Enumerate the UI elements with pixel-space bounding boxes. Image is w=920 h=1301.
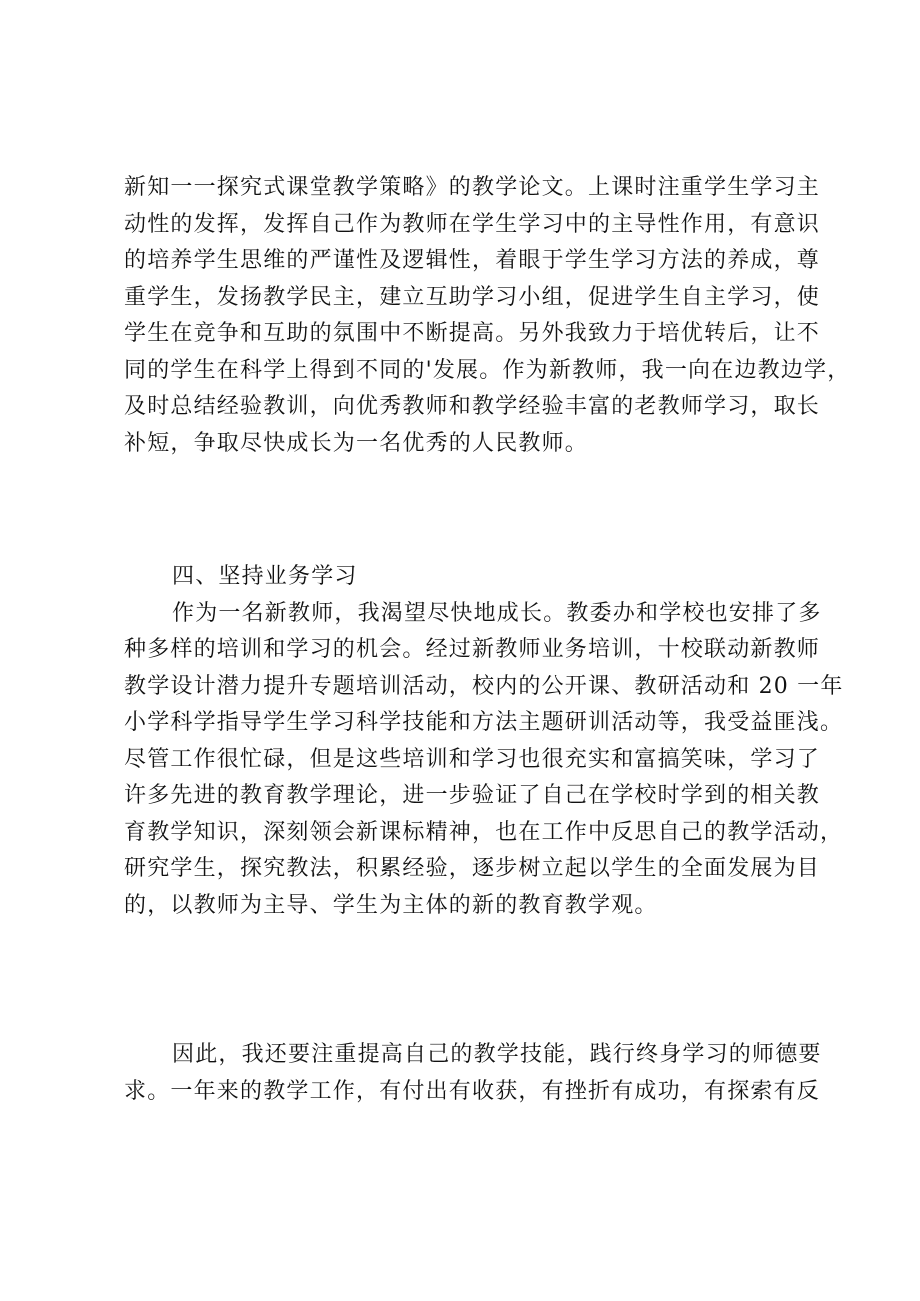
- paragraph-block-conclusion: [124, 1037, 824, 1110]
- text-line: 学生在竞争和互助的氛围中不断提高。另外我致力于培优转后，让不: [124, 321, 821, 346]
- section-heading: 四、坚持业务学习: [172, 564, 358, 589]
- text-line: 同的学生在科学上得到不同的'发展。作为新教师，我一向在边教边学，: [124, 357, 851, 383]
- text-line: 重学生，发扬教学民主，建立互助学习小组，促进学生自主学习，使: [124, 284, 821, 310]
- text-line: 研究学生，探究教法，积累经验，逐步树立起以学生的全面发展为目: [124, 856, 821, 881]
- text-line: 动性的发挥，发挥自己作为教师在学生学习中的主导性作用，有意识: [124, 211, 821, 237]
- text-line: 作为一名新教师，我渴望尽快地成长。教委办和学校也安排了多: [172, 600, 822, 626]
- text-line: 的培养学生思维的严谨性及逻辑性，着眼于学生学习方法的养成，尊: [124, 248, 821, 273]
- text-line: 的，以教师为主导、学生为主体的新的教育教学观。: [124, 892, 658, 918]
- text-line: 教学设计潜力提升专题培训活动，校内的公开课、教研活动和 20 一年: [124, 673, 844, 699]
- text-line: 补短，争取尽快成长为一名优秀的人民教师。: [124, 430, 589, 456]
- text-line: 因此，我还要注重提高自己的教学技能，践行终身学习的师德要: [172, 1042, 822, 1067]
- text-line: 小学科学指导学生学习科学技能和方法主题研训活动等，我受益匪浅。: [124, 710, 844, 735]
- paragraph-block-teaching-methods: [124, 170, 851, 462]
- text-line: 许多先进的教育教学理论，进一步验证了自己在学校时学到的相关教: [124, 783, 821, 808]
- text-line: 新知一一探究式课堂教学策略》的教学论文。上课时注重学生学习主: [124, 175, 821, 200]
- text-line: 及时总结经验教训，向优秀教师和教学经验丰富的老教师学习，取长: [124, 394, 821, 419]
- text-line: 种多样的培训和学习的机会。经过新教师业务培训，十校联动新教师: [124, 637, 821, 662]
- text-line: 求。一年来的教学工作，有付出有收获，有挫折有成功，有探索有反: [124, 1078, 821, 1104]
- text-line: 尽管工作很忙碌，但是这些培训和学习也很充实和富搞笑味，学习了: [124, 746, 821, 772]
- text-line: 育教学知识，深刻领会新课标精神，也在工作中反思自己的教学活动，: [124, 819, 844, 845]
- section-professional-learning: [124, 559, 844, 924]
